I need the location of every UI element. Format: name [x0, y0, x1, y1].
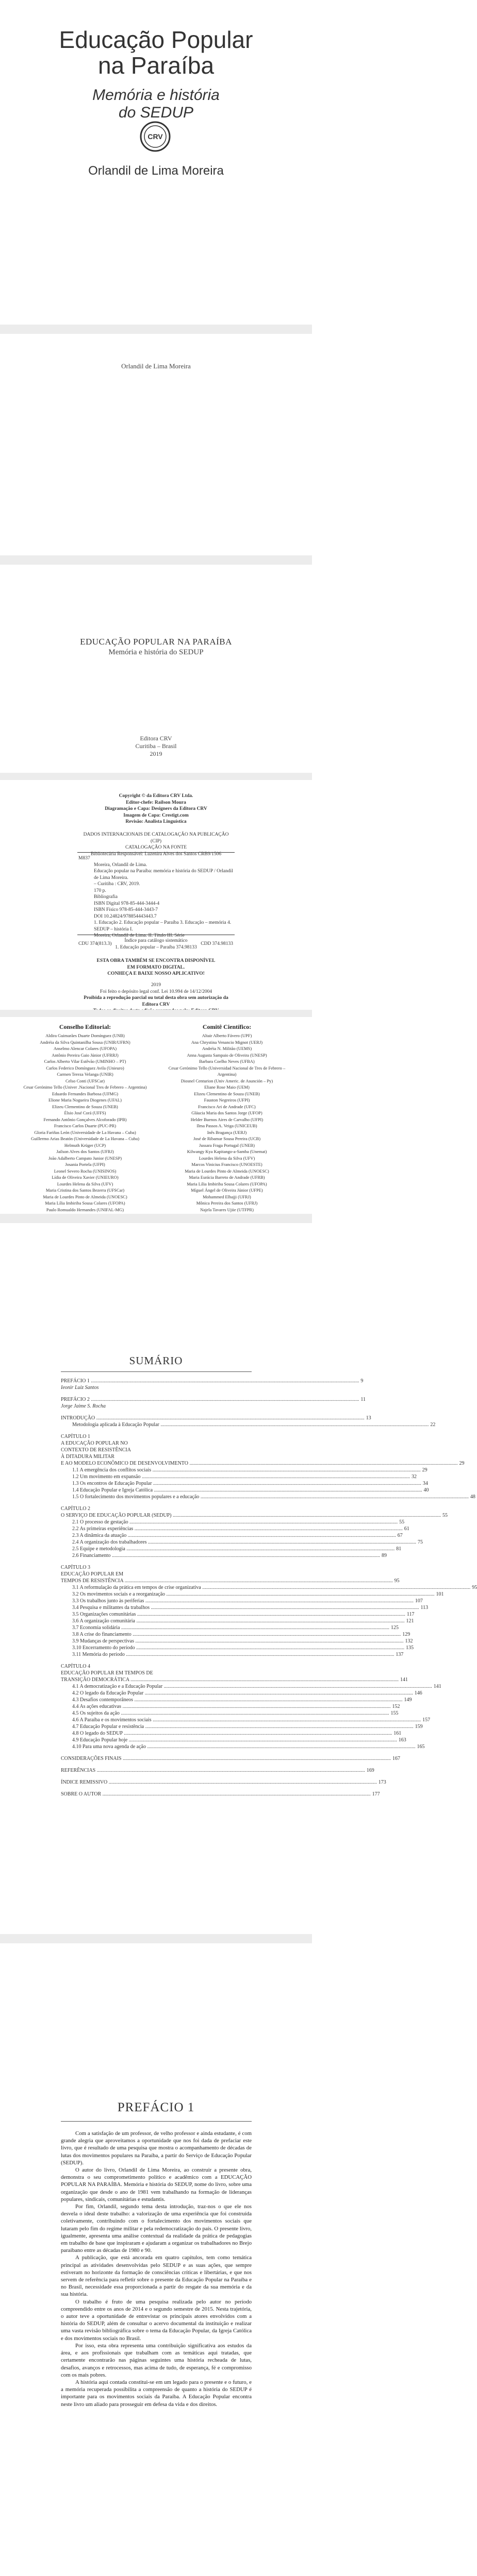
catalog-line: Bibliografia: [94, 894, 118, 900]
toc-label: 1.2 Um movimento em expansão .....: [72, 1473, 410, 1480]
toc-label: 4.8 O legado do SEDUP .....: [72, 1730, 392, 1737]
council-member: Helmuth Krüger (UCP): [64, 1142, 106, 1148]
toc-entry[interactable]: EDUCAÇÃO POPULAR EM TEMPOS DE: [61, 1670, 153, 1676]
catalog-line: 170 p.: [94, 888, 106, 893]
legal-line: Foi feito o depósito legal conf. Lei 10.994 de 14/12/2004: [100, 989, 212, 994]
paragraph: Com a satisfação de um professor, de velho professor e ainda estudante, é com grande alegria que aproveitamos a oportunidade que nos foi dada de prefaciar este livro, que é resultado de uma pesquisa que mostra o acompanhamento de décadas de lutas dos movimentos populares na Paraíba, a partir do Serviço de Educação Popular (SEDUP).: [61, 2130, 252, 2166]
council-member: Eduardo Fernandes Barbosa (UFMG): [52, 1091, 119, 1096]
toc-entry[interactable]: [61, 1683, 441, 1690]
catalog-box-top: [77, 852, 235, 853]
publisher-logo: [138, 120, 172, 154]
toc-entry[interactable]: [61, 1598, 423, 1604]
toc-entry[interactable]: [61, 1611, 415, 1618]
council-member: Anselmo Alencar Colares (UFOPA): [53, 1046, 117, 1051]
toc-page-number: 29: [459, 1461, 465, 1466]
council-member: Cesar Gerónimo Tello (Univer .Nacional Tres de Febrero – Argentina): [23, 1084, 147, 1090]
council-member: Elione Maria Nogueira Diogenes (UFAL): [48, 1097, 122, 1103]
toc-page-number: 125: [390, 1625, 399, 1631]
toc-label: 2.1 O processo de gestação .....: [72, 1519, 398, 1526]
catalog-body: [78, 855, 233, 947]
toc-entry[interactable]: [61, 1539, 423, 1546]
toc-label: 4.7 Educação Popular e resistência .....: [72, 1723, 414, 1730]
title-page-subtitle: Memória e história do SEDUP: [108, 648, 204, 656]
toc-entry[interactable]: CAPÍTULO 3: [61, 1565, 90, 1570]
council-member: Maria Cristina dos Santos Bezerra (UFSCar): [45, 1188, 125, 1193]
toc-entry[interactable]: [61, 1512, 448, 1519]
paragraph: A história aqui contada constitui-se em um legado para o presente e o futuro, e a memória recuperada possibilita a compreensão de quanto a história do SEDUP é importante para os movimentos sociais da Paraíba. A Educação Popular encontra neste livro um aliado para prosseguir em defesa da vida e dos direitos.: [61, 2379, 252, 2408]
council-member: Fernando Antônio Gonçalves Alcoforado (IPB): [43, 1116, 127, 1122]
council-member: João Adalberto Campato Junior (UNESP): [48, 1155, 122, 1161]
toc-entry[interactable]: [61, 1467, 427, 1473]
council-member: Francisco Ari de Andrade (UFC): [198, 1104, 256, 1109]
toc-entry[interactable]: [61, 1779, 386, 1786]
toc-entry[interactable]: [61, 1730, 402, 1737]
toc-label: 2.2 As primeiras experiências .....: [72, 1526, 403, 1532]
toc-page-number: 11: [360, 1397, 366, 1402]
council-member: Cesar Gerónimo Tello (Universidad Nacional de Tres de Febrero – Argentina): [168, 1065, 286, 1077]
cover-author: Orlandil de Lima Moreira: [88, 164, 224, 178]
council-member: Najela Tavares Ujiie (UTFPR): [200, 1207, 254, 1212]
toc-label: E AO MODELO ECONÔMICO DE DESENVOLVIMENTO .....: [61, 1460, 457, 1467]
legal-line: Proibida a reprodução parcial ou total desta obra sem autorização da Editora CRV: [84, 995, 228, 1007]
title-page-title: EDUCAÇÃO POPULAR NA PARAÍBA: [80, 637, 232, 647]
council-member: Gláucia Maria dos Santos Jorge (UFOP): [191, 1110, 262, 1115]
copyright-line: Imagem de Capa: Crestigt.com: [123, 812, 189, 818]
toc-label: 3.1 A reformulação da prática em tempos de crise organizativa .....: [72, 1584, 470, 1591]
toc-page-number: 34: [422, 1481, 428, 1486]
toc-page-number: 141: [400, 1677, 408, 1683]
toc-entry[interactable]: [61, 1767, 374, 1774]
toc-page-number: 163: [398, 1737, 406, 1743]
toc-entry[interactable]: [61, 1480, 428, 1487]
half-title-page: [0, 334, 312, 555]
council-member: Carmen Tereza Velanga (UNIR): [57, 1072, 113, 1077]
catalog-code: M837: [78, 856, 90, 861]
toc-entry[interactable]: [61, 1526, 409, 1532]
council-member: Anna Augusta Sampaio de Oliveira (UNESP): [187, 1052, 267, 1058]
toc-label: 4.6 A Paraíba e os movimentos sociais .....: [72, 1717, 421, 1723]
toc-entry[interactable]: [61, 1552, 387, 1559]
toc-label: 1.1 A emergência dos conflitos sociais .....: [72, 1467, 421, 1473]
catalog-header: [77, 832, 235, 857]
toc-entry[interactable]: [61, 1703, 400, 1710]
toc-entry[interactable]: CAPÍTULO 1: [61, 1434, 90, 1439]
toc-entry[interactable]: [61, 1743, 425, 1750]
toc-entry[interactable]: [61, 1487, 429, 1494]
toc-entry[interactable]: [61, 1618, 414, 1624]
toc-page-number: 121: [406, 1618, 414, 1624]
council-member: Carlos Federico Domínguez Avila (Unieuro): [46, 1065, 124, 1071]
council-member: Lídia de Oliveira Xavier (UNIEURO): [52, 1175, 119, 1180]
toc-entry[interactable]: [61, 1676, 408, 1683]
council-member: Élsio José Corá (UFFS): [64, 1110, 106, 1115]
toc-label: CONSIDERAÇÕES FINAIS .....: [61, 1755, 391, 1762]
toc-page-number: 9: [360, 1378, 364, 1384]
toc-page-number: 75: [418, 1539, 423, 1545]
toc-page-number: 165: [417, 1744, 425, 1750]
toc-entry[interactable]: [61, 1378, 364, 1384]
council-member: Maria de Lourdes Pinto de Almeida (UNOESC): [185, 1168, 269, 1174]
council-page: [0, 1017, 312, 1214]
page-separator: [0, 325, 312, 334]
toc-entry[interactable]: À DITADURA MILITAR: [61, 1454, 114, 1460]
toc-entry[interactable]: [61, 1791, 380, 1798]
toc-label: 3.4 Pesquisa e militantes da trabalhos .....: [72, 1604, 419, 1611]
toc-entry[interactable]: A EDUCAÇÃO POPULAR NO: [61, 1440, 128, 1446]
paragraph: O trabalho é fruto de uma pesquisa realizada pelo autor no período compreendido entre os anos de 2014 e o segundo semestre de 2015. Nesta trajetória, o autor teve a oportunidade de entrevistar os principais atores envolvidos com a história do SEDUP, além de consultar o acervo documental da instituição e realizar uma vasta revisão bibliográfica sobre o tema da Educação Popular, da Igreja Católica e dos movimentos sociais no Brasil.: [61, 2298, 252, 2342]
toc-label: INTRODUÇÃO .....: [61, 1415, 365, 1421]
toc-entry[interactable]: [61, 1624, 399, 1631]
paragraph: A publicação, que está ancorada em quatro capítulos, tem como temática principal as atividades desenvolvidas pelo SEDUP e as suas ações, que sempre estiveram no horizonte da formação de consciências críticas e libertárias, e que nos servem de referência para refletir sobre o presente da Educação Popular na Paraíba e no Brasil, necessidade essa proporcionada a partir do resgate da sua memória e da sua história.: [61, 2255, 252, 2298]
toc-label: 4.3 Desafios contemporâneos .....: [72, 1697, 403, 1703]
catalog-line: DOI 10.24824/978854443443.7: [94, 913, 157, 919]
council-member: Helder Buenos Aires de Carvalho (UFPI): [190, 1116, 264, 1122]
toc-page-number: 55: [399, 1519, 405, 1525]
toc-entry[interactable]: CAPÍTULO 4: [61, 1664, 90, 1669]
toc-entry[interactable]: [61, 1737, 406, 1743]
toc-label: 2.3 A dinâmica da atuação .....: [72, 1532, 396, 1539]
toc-entry[interactable]: [61, 1651, 404, 1658]
toc-entry[interactable]: [61, 1473, 417, 1480]
cover-title: [15, 27, 297, 78]
copyright-line: Editor-chefe: Railson Moura: [126, 800, 186, 805]
paragraph: Por isso, esta obra representa uma contribuição significativa aos estudos da área, e aos profissionais que trabalham com as temáticas aqui tratadas, que certamente encontrarão nas páginas seguintes uma história recheada de lutas, desafios, avanços e retrocessos, mas acima de tudo, de esperança, fé e compromisso com os mais pobres.: [61, 2342, 252, 2378]
council-member: Jussara Fraga Portugal (UNEB): [199, 1142, 255, 1148]
copyright-line: Diagramação e Capa: Designers da Editora CRV: [105, 806, 207, 811]
toc-page-number: 173: [378, 1780, 386, 1785]
legal-line: 2019: [151, 982, 161, 988]
toc-entry[interactable]: [61, 1645, 414, 1651]
toc-page-number: 89: [381, 1553, 387, 1558]
toc-label: 3.5 Organizações comunitárias .....: [72, 1611, 405, 1618]
toc-label: 4.1 A democratização e a Educação Popular .....: [72, 1683, 432, 1690]
preface-title: PREFÁCIO 1: [117, 2100, 195, 2114]
toc-label: 3.6 A organização comunitária .....: [72, 1618, 405, 1624]
toc-page-number: 40: [423, 1487, 429, 1493]
toc-page-number: 67: [397, 1533, 403, 1538]
copyright-lines: [77, 793, 235, 825]
toc-entry[interactable]: [61, 1578, 400, 1584]
toc-label: 1.5 O fortalecimento dos movimentos populares e a educação .....: [72, 1494, 469, 1500]
toc-page-number: 81: [396, 1546, 402, 1552]
catalog-header-line: Bibliotecária Responsável: Luzenira Alves dos Santos CRB9/1506: [90, 851, 222, 857]
toc-entry-author: Ieonir Luiz Santos: [61, 1385, 99, 1391]
toc-entry[interactable]: [61, 1460, 465, 1467]
cover-page: [0, 0, 312, 325]
toc-page-number: 135: [406, 1645, 414, 1651]
council-member: Maria Lília Imbiriba Sousa Colares (UFOPA): [45, 1200, 125, 1206]
council-member: Maria Eurácia Barreto de Andrade (UFRB): [189, 1175, 265, 1180]
catalog-line: – Curitiba : CRV, 2019.: [94, 882, 140, 887]
council-member: Andréia da Silva Quintanilha Sousa (UNIR/UFRN): [40, 1039, 130, 1045]
toc-entry[interactable]: [61, 1604, 429, 1611]
toc-entry[interactable]: [61, 1421, 436, 1428]
toc-label: 4.4 As ações educativas .....: [72, 1703, 390, 1710]
cover-subtitle-line-1: Memória e história: [92, 87, 220, 104]
toc-label: 3.3 Os trabalhos junto às periferias .....: [72, 1598, 414, 1604]
catalog-line: Educação popular na Paraíba: memória e história do SEDUP / Orlandil de Lima Moreira.: [94, 869, 233, 880]
toc-entry[interactable]: [61, 1717, 431, 1723]
toc-label: 3.9 Mudanças de perspectivas .....: [72, 1638, 403, 1645]
toc-page-number: 61: [404, 1526, 409, 1532]
toc-page-number: 141: [433, 1684, 441, 1689]
council-member: Carlos Alberto Vilar Estêvão (UMINHO – PT): [44, 1059, 126, 1064]
council-member: Elizeu Clementino de Souza (UNEB): [52, 1104, 118, 1109]
council-member: Elizeu Clementino de Souza (UNEB): [194, 1091, 260, 1096]
toc-label: 4.9 Educação Popular hoje .....: [72, 1737, 397, 1743]
toc-page-number: 149: [404, 1697, 412, 1703]
council-member: Lourdes Helena da Silva (UFV): [57, 1181, 113, 1187]
toc-label: 4.2 O legado da Educação Popular .....: [72, 1690, 413, 1697]
catalog-line: ISBN Físico 978-85-444-3443-7: [94, 907, 158, 912]
catalog-line: 1. Educação 2. Educação popular – Paraíba 3. Educação – memória 4. SEDUP – história I.: [94, 920, 232, 932]
council-member: Fauston Negreiros (UFPI): [204, 1097, 250, 1103]
toc-entry[interactable]: [61, 1519, 405, 1526]
toc-label: 3.10 Encerramento do período .....: [72, 1645, 404, 1651]
toc-page-number: 159: [415, 1724, 423, 1730]
council-member: Diosnel Centurion (Univ Americ. de Asunción – Py): [180, 1078, 273, 1083]
council-member: Lourdes Helena da Silva (UFV): [199, 1155, 255, 1161]
paragraph: Por fim, Orlandil, segundo tema desta introdução, traz-nos o que ele nos desvela o ideal deste trabalho: a valorização de uma experiência que foi construída coletivamente, contribuindo com o fortalecimento dos movimentos sociais que lutaram pelo fim do regime militar e pela redemocratização do país. O presente livro, igualmente, apresenta uma análise contextual da realidade da prática de pedagogias em trabalho de base que inspiraram e ajudaram a organizar os trabalhadores no Brejo paraibano entre as décadas de 1980 e 90.: [61, 2204, 252, 2254]
toc-entry[interactable]: [61, 1723, 423, 1730]
toc-label: ÍNDICE REMISSIVO .....: [61, 1779, 377, 1786]
summary-rule: [61, 1371, 252, 1372]
toc-label: 4.10 Para uma nova agenda de ação .....: [72, 1743, 416, 1750]
council-member: Celso Conti (UFSCar): [65, 1078, 105, 1083]
council-member: Francisco Carlos Duarte (PUC-PR): [54, 1123, 117, 1128]
toc-page-number: 107: [415, 1598, 423, 1604]
council-member: Antônio Pereira Gaio Júnior (UFRRJ): [52, 1052, 119, 1058]
toc-page-number: 117: [406, 1612, 415, 1617]
council-member: Kilwangy Kya Kapitango-a-Samba (Unemat): [187, 1149, 267, 1154]
council-member: Jailson Alves dos Santos (UFRJ): [56, 1149, 114, 1154]
council-member: Marcos Vinicius Francisco (UNOESTE): [191, 1162, 262, 1167]
toc-entry[interactable]: [61, 1631, 410, 1638]
toc-page-number: 152: [392, 1704, 400, 1709]
cover-subtitle: [15, 87, 297, 122]
digital-notice: [77, 958, 235, 977]
cover-title-line-2: na Paraíba: [97, 52, 215, 79]
toc-label: 3.2 Os movimentos sociais e a reorganização .....: [72, 1591, 435, 1598]
toc-page-number: 169: [366, 1768, 374, 1773]
toc-entry[interactable]: [61, 1494, 475, 1500]
council-member: Ana Chrystina Venancio Mignot (UERJ): [191, 1039, 263, 1045]
toc-page-number: 155: [390, 1710, 399, 1716]
toc-entry[interactable]: [61, 1710, 399, 1717]
toc-label: TEMPOS DE RESISTÊNCIA .....: [61, 1578, 393, 1584]
toc-label: PREFÁCIO 2 .....: [61, 1396, 359, 1403]
toc-label: 1.3 Os encontros de Educação Popular .....: [72, 1480, 421, 1487]
toc-page-number: 132: [405, 1638, 413, 1644]
toc-entry[interactable]: [61, 1546, 402, 1552]
table-of-contents: [61, 1378, 477, 1798]
catalog-line: ISBN Digital 978-85-444-3444-4: [94, 901, 160, 906]
toc-label: 2.6 Financiamento .....: [72, 1552, 380, 1559]
toc-page-number: 55: [442, 1513, 448, 1518]
toc-label: 3.8 A crise do financiamento .....: [72, 1631, 401, 1638]
page-separator: [0, 773, 312, 780]
toc-entry-author: Jorge Jaime S. Rocha: [61, 1403, 106, 1409]
council-member: Paulo Romualdo Hernandes (UNIFAL-MG): [46, 1207, 124, 1212]
page-separator: [0, 1214, 312, 1223]
council-member: Mohammed Elhajji (UFRJ): [203, 1194, 251, 1199]
toc-page-number: 167: [392, 1756, 401, 1761]
toc-page-number: 95: [472, 1585, 477, 1590]
editorial-council-title: Conselho Editorial:: [59, 1023, 111, 1030]
catalog-header-line: CATALOGAÇÃO NA FONTE: [125, 845, 187, 850]
toc-entry[interactable]: CONTEXTO DE RESISTÊNCIA: [61, 1447, 131, 1453]
index-item: 1. Educação popular – Paraíba 374.98133: [115, 944, 197, 950]
cover-title-line-1: Educação Popular: [59, 26, 253, 53]
toc-label: REFERÊNCIAS .....: [61, 1767, 365, 1774]
title-page-publisher: [0, 735, 312, 758]
toc-entry[interactable]: [61, 1591, 444, 1598]
toc-page-number: 95: [394, 1578, 400, 1584]
toc-page-number: 22: [430, 1422, 436, 1428]
digital-notice-line: ESTA OBRA TAMBÉM SE ENCONTRA DISPONÍVEL: [96, 958, 216, 963]
toc-label: Metodologia aplicada à Educação Popular .....: [72, 1421, 429, 1428]
toc-label: 3.11 Memória do período .....: [72, 1651, 394, 1658]
toc-entry[interactable]: [61, 1584, 477, 1591]
toc-entry[interactable]: [61, 1638, 413, 1645]
toc-entry[interactable]: [61, 1690, 422, 1697]
preface-rule: [61, 2121, 252, 2122]
toc-page-number: 29: [422, 1467, 427, 1473]
toc-page-number: 137: [396, 1652, 404, 1657]
toc-label: 1.4 Educação Popular e Igreja Católica .....: [72, 1487, 422, 1494]
toc-entry[interactable]: [61, 1415, 371, 1421]
council-member: Maria Lília Imbiriba Sousa Colares (UFOPA): [187, 1181, 267, 1187]
council-member: Gloria Fariñas León (Universidade de La Havana – Cuba): [34, 1129, 136, 1135]
council-member: Altair Alberto Fávero (UPF): [202, 1033, 252, 1038]
council-member: José de Ribamar Sousa Pereira (UCB): [193, 1136, 261, 1141]
publisher-name: Editora CRV: [140, 735, 172, 742]
council-member: Guillermo Arias Beatón (Universidade de La Havana – Cuba): [30, 1136, 140, 1141]
logo-text: CRV: [147, 132, 163, 141]
catalog-index: [77, 938, 235, 951]
council-member: Eliane Rose Maio (UEM): [204, 1084, 250, 1090]
publisher-city: Curitiba – Brasil: [135, 742, 177, 750]
scientific-committee-title: Comitê Científico:: [202, 1023, 252, 1030]
digital-notice-line: EM FORMATO DIGITAL.: [127, 964, 185, 970]
toc-page-number: 48: [470, 1494, 475, 1500]
summary-title: SUMÁRIO: [129, 1354, 183, 1367]
council-member: Aldira Guimarães Duarte Domínguez (UNB): [45, 1033, 125, 1038]
toc-label: O SERVIÇO DE EDUCAÇÃO POPULAR (SEDUP) .....: [61, 1512, 441, 1519]
summary-page: [0, 1223, 477, 1934]
page-separator: [0, 555, 312, 565]
council-member: Josania Portela (UFPI): [65, 1162, 105, 1167]
toc-entry[interactable]: EDUCAÇÃO POPULAR EM: [61, 1571, 124, 1577]
page-separator: [0, 1010, 312, 1017]
toc-page-number: 113: [420, 1605, 429, 1611]
toc-label: PREFÁCIO 1 .....: [61, 1378, 359, 1384]
cover-subtitle-line-2: do SEDUP: [118, 104, 194, 121]
copyright-line: Revisão: Analista Linguística: [125, 819, 187, 824]
toc-label: 4.5 Os sujeitos da ação .....: [72, 1710, 389, 1717]
toc-page-number: 13: [366, 1415, 371, 1421]
council-member: Ilma Passos A. Veiga (UNICEUB): [196, 1123, 257, 1128]
council-member: Andréia N. Militão (UEMS): [202, 1046, 252, 1051]
toc-label: 2.5 Equipe e metodologia .....: [72, 1546, 394, 1552]
toc-label: 3.7 Economia solidária .....: [72, 1624, 389, 1631]
toc-entry[interactable]: [61, 1396, 366, 1403]
toc-page-number: 157: [422, 1717, 431, 1723]
toc-label: SOBRE O AUTOR .....: [61, 1791, 371, 1798]
catalog-header-line: DADOS INTERNACIONAIS DE CATALOGAÇÃO NA PUBLICAÇÃO (CIP): [83, 832, 229, 844]
toc-page-number: 101: [436, 1591, 444, 1597]
toc-label: TRANSIÇÃO DEMOCRÁTICA .....: [61, 1676, 399, 1683]
council-member: Míguel Ángel de Oliveira Júnior (UFPE): [191, 1188, 263, 1193]
paragraph: O autor do livro, Orlandil de Lima Moreira, ao construir a presente obra, demonstra o seu comprometimento político e acadêmico com a EDUCAÇÃO POPULAR NA PARAÍBA. Memória e história do SEDUP, nome do livro, sobre uma organização que desde o ano de 1981 vem trabalhando na formação de lideranças populares, sindicais, comunitárias e estudantis.: [61, 2167, 252, 2202]
cdu-code: CDU 374(813.3): [78, 941, 112, 946]
cdd-code: CDD 374.98133: [201, 941, 233, 946]
toc-entry[interactable]: CAPÍTULO 2: [61, 1506, 90, 1512]
council-member: Leonel Severo Rocha (UNISINOS): [54, 1168, 117, 1174]
preface-page: [0, 1943, 312, 2576]
toc-entry[interactable]: [61, 1697, 412, 1703]
council-member: Inês Bragança (UERJ): [207, 1129, 247, 1135]
toc-page-number: 129: [402, 1632, 410, 1637]
toc-entry[interactable]: [61, 1755, 401, 1762]
council-member: Maria de Lourdes Pinto de Almeida (UNOESC): [43, 1194, 127, 1199]
index-title: Índice para catálogo sistemático: [124, 938, 188, 943]
half-title-author: Orlandil de Lima Moreira: [121, 362, 191, 370]
toc-label: 2.4 A organização dos trabalhadores .....: [72, 1539, 416, 1546]
toc-page-number: 32: [411, 1474, 417, 1480]
council-member: Barbara Coelho Neves (UFBA): [199, 1059, 255, 1064]
toc-entry[interactable]: [61, 1532, 403, 1539]
toc-page-number: 177: [372, 1791, 380, 1797]
toc-page-number: 146: [414, 1690, 422, 1696]
toc-page-number: 161: [393, 1731, 402, 1736]
council-member: Mônica Pereira dos Santos (UFRJ): [196, 1200, 258, 1206]
publisher-year: 2019: [150, 750, 162, 757]
digital-notice-line: CONHEÇA E BAIXE NOSSO APLICATIVO!: [107, 971, 205, 976]
catalog-line: Moreira, Orlandil de Lima.: [94, 862, 147, 868]
copyright-line: Copyright © da Editora CRV Ltda.: [119, 793, 193, 799]
preface-body: [61, 2130, 252, 2408]
catalog-line: Moreira, Orlandil de Lima. II. Título III. Série: [94, 933, 185, 938]
page-separator: [0, 1934, 312, 1943]
